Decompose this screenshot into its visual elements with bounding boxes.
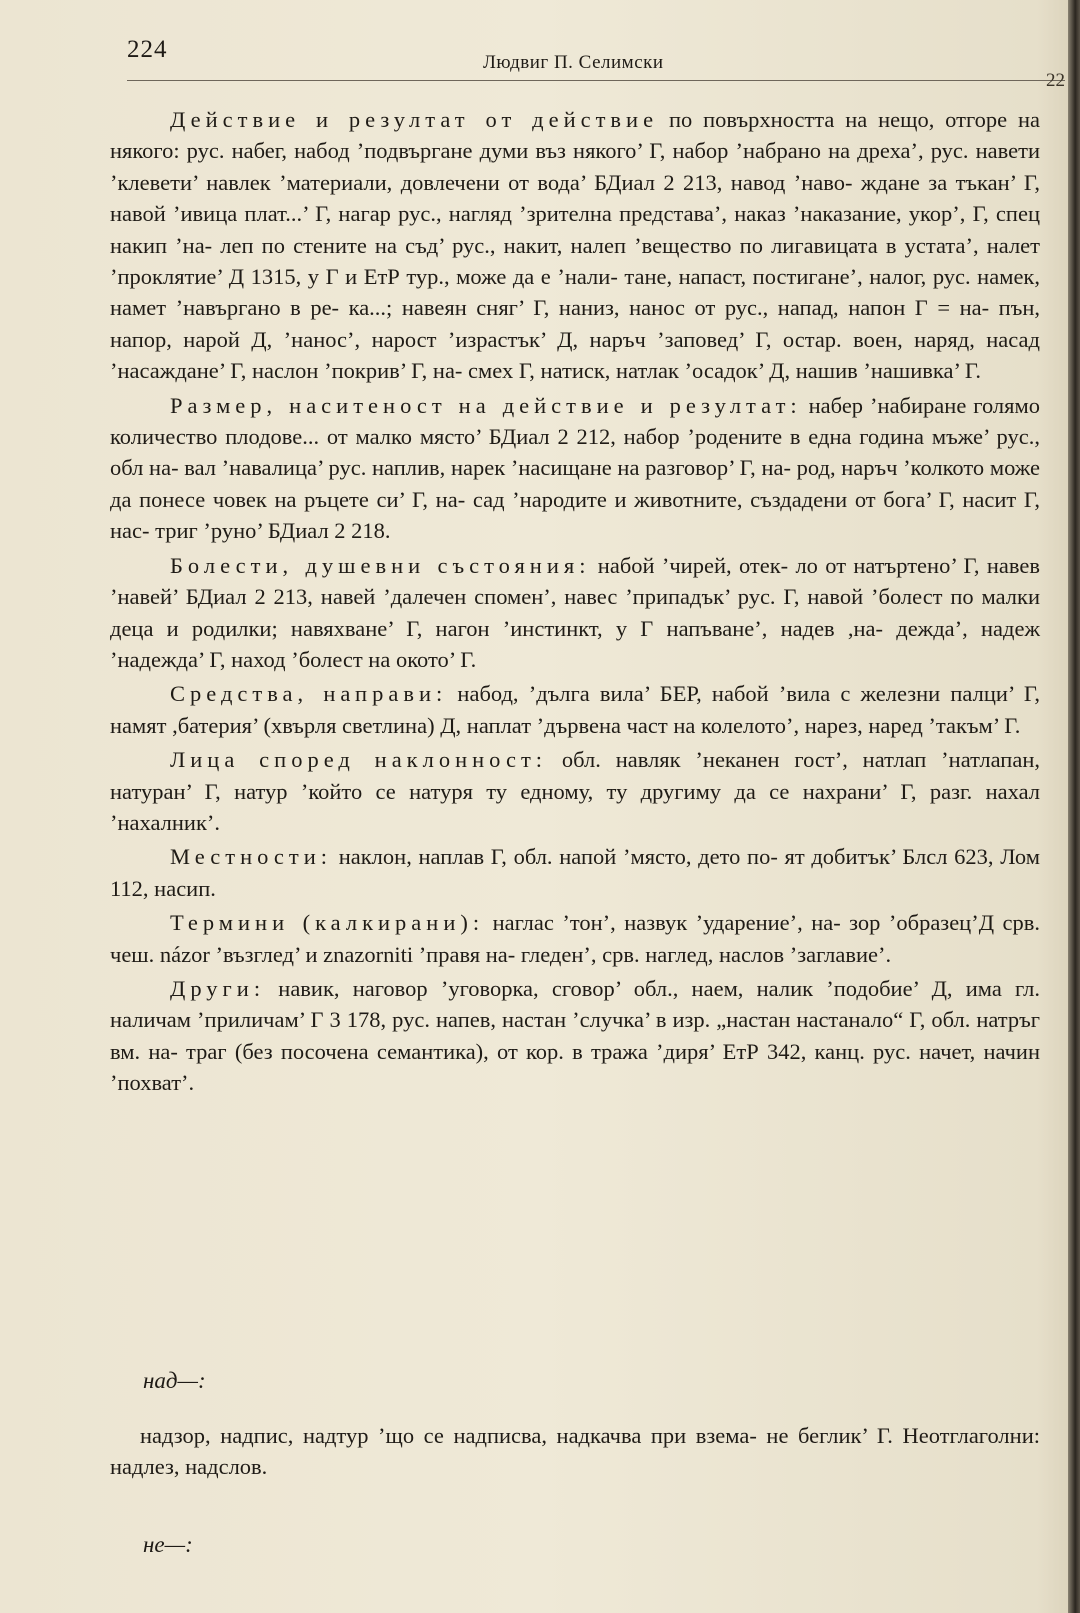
paragraph-places — [110, 841, 1040, 904]
paragraph-terms — [110, 907, 1040, 970]
paragraph-nad — [110, 1420, 1040, 1483]
running-head: Людвиг П. Селимски — [483, 52, 664, 73]
paragraph-lead: Местности: — [170, 844, 333, 870]
paragraph-lead: Болести, душевни състояния: — [170, 552, 591, 578]
paragraph-other — [110, 973, 1040, 1099]
paragraph-lead: Средства, направи: — [170, 681, 448, 707]
paragraph-action-result — [110, 104, 1040, 387]
next-page-number-edge: 22 — [1046, 70, 1065, 91]
paragraph-lead: Размер, наситеност на действие и резултат: — [170, 392, 802, 418]
paragraph-text: наклон, наплав Г, обл. напой ’място, дето по- ят добитък’ Блсл 623, Лом 112, насип. — [110, 844, 1040, 901]
section-heading-nad: над—: — [143, 1368, 206, 1393]
paragraph-tools — [110, 678, 1040, 741]
paragraph-lead: Термини (калкирани): — [170, 910, 485, 936]
paragraph-illness — [110, 550, 1040, 676]
paragraph-text: обл. навляк ’неканен гост’, натлап ’натлапан, натуран’ Г, натур ’който се натуря ту едному, ту другиму да се нахрани’ Г, разг. нахал ’нахалник’. — [110, 747, 1040, 835]
paragraph-text: по повърхността на нещо, отгоре на някого: рус. набег, набод ’подвъргане думи въз някого’ Г, набор ’набрано на дреха’, рус. навети ’клевети’ навлек ’материали, довлечени от вода’ БДиал 2 213, навод ’наво- ждане за тъкан’ Г, навой ’ивица плат...’ Г, нагар рус., нагляд ’зрителна представа’, наказ ’наказание, укор’, Г, спец накип ’на- леп по стените на съд’ рус., накит, налеп ’вещество по лигавицата в устата’, налет ’проклятие’ Д 1315, у Г и ЕтР тур., може да е ’нали- тане, напаст, постигане’, налог, рус. намек, намет ’навъргано в ре- ка...; навеян сняг’ Г, наниз, нанос от рус., напад, напон Г = на- пън, напор, нарой Д, ’нанос’, нарост ’израстък’ Д, наръч ’заповед’ Г, остар. воен, наряд, насад ’насаждане’ Г, наслон ’покрив’ Г, на- смех Г, натиск, натлак ’осадок’ Д, нашив ’нашивка’ Г. — [110, 107, 1041, 384]
paragraph-text: навик, наговор ’уговорка, сговор’ обл., наем, налик ’подобие’ Д, има гл. наличам ’приличам’ Г 3 178, рус. напев, настан ’случка’ в изр. „настан настанало“ Г, обл. натръг вм. на- траг (без посочена семантика), от кор. в тража ’диря’ ЕтР 342, канц. рус. начет, начин ’похват’. — [110, 975, 1040, 1096]
paragraph-text: набер ’набиране голямо количество плодове... от малко място’ БДиал 2 212, набор ’родените в една година мъже’ рус., обл на- вал ’навалица’ рус. наплив, нарек ’насищане на разговор’ Г, на- род, наръч ’колкото може да понесе човек на ръцете си’ Г, на- сад ’народите и животните, създадени от бога’ Г, насит Г, нас- триг ’руно’ БДиал 2 218. — [110, 392, 1040, 544]
main-text — [110, 104, 1040, 1102]
paragraph-lead: Други: — [170, 975, 266, 1001]
paragraph-text: наглас ’тон’, назвук ’ударение’, на- зор ’образец’Д срв. чеш. názor ’възглед’ и znazorniti ’правя на- гледен’, срв. наглед, наслов ’заглавие’. — [110, 910, 1040, 967]
section-heading-ne: не—: — [143, 1532, 193, 1557]
paragraph-persons — [110, 744, 1040, 838]
book-spine-shadow — [1068, 0, 1080, 1613]
page-number: 224 — [127, 36, 168, 63]
paragraph-size — [110, 390, 1040, 547]
paragraph-lead: Лица според наклонност: — [170, 747, 548, 773]
paragraph-text: набод, ’дълга вила’ БЕР, набой ’вила с железни палци’ Г, намят ,батерия’ (хвърля светлина) Д, наплат ’дървена част на колелото’, нарез, наред ’такъм’ Г. — [110, 681, 1041, 738]
paragraph-text: набой ’чирей, отек- ло от натъртено’ Г, навев ’навей’ БДиал 2 213, навей ’далечен спомен’, навес ’припадък’ рус. Г, навой ’болест по малки деца и родилки; навяхване’ Г, нагон ’инстинкт, у Г напъване’, надев ,на- дежда’, надеж ’надежда’ Г, наход ’болест на окото’ Г. — [110, 552, 1040, 672]
paragraph-lead: Действие и резултат от действие — [170, 107, 659, 132]
paragraph-text: надзор, надпис, надтур ’що се надписва, надкачва при взема- не беглик’ Г. Неотглаголни: надлез, надслов. — [110, 1423, 1040, 1480]
page-header — [127, 36, 1065, 91]
